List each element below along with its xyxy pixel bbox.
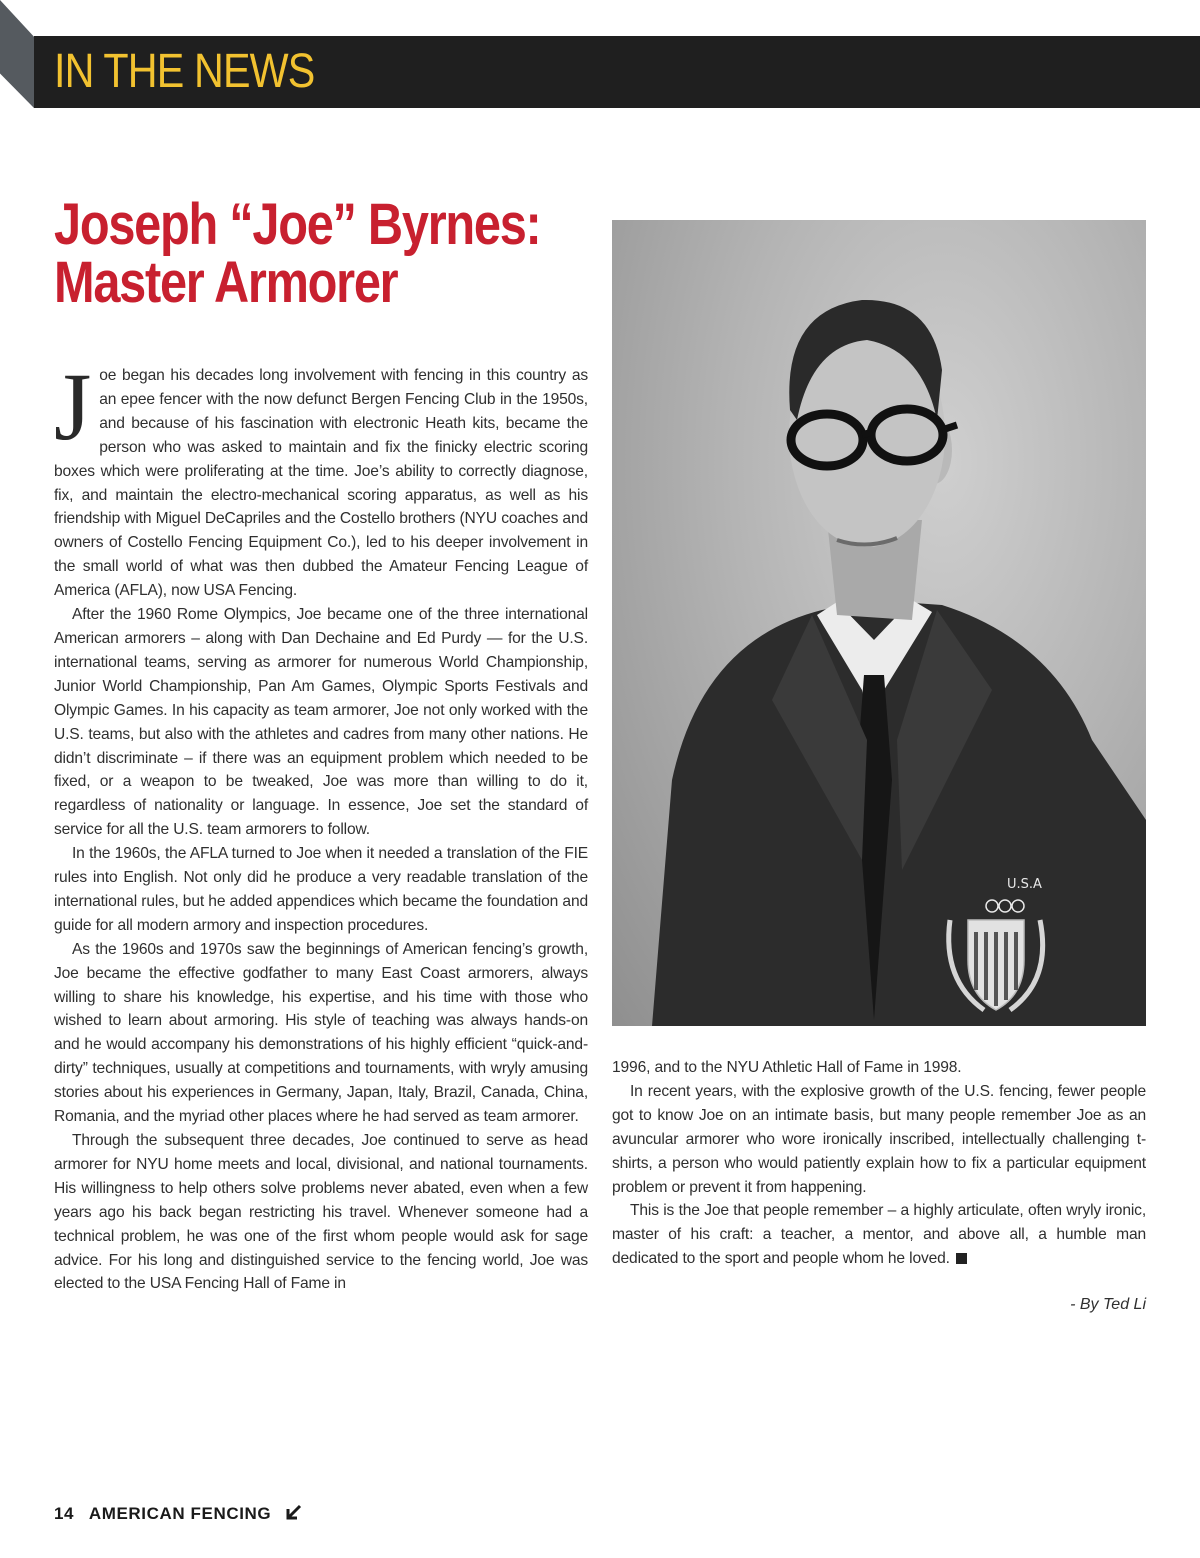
page-footer bbox=[54, 1503, 303, 1524]
badge-text: U.S.A bbox=[1007, 877, 1042, 892]
article-paragraph: After the 1960 Rome Olympics, Joe became one of the three international American armorers – along with Dan Dechaine and Ed Purdy — for the U.S. international teams, serving as armorer for numerous World Championship, Junior World Championship, Pan Am Games, Olympic Sports Festivals and Olympic Games. In his capacity as team armorer, Joe not only worked with the U.S. teams, but also with the athletes and cadres from many other nations. He didn’t discriminate – if there was an equipment problem which needed to be fixed, or a weapon to be tweaked, Joe was more than willing to do it, regardless of nationality or language. In essence, Joe set the standard of service for all the U.S. team armorers to follow. bbox=[54, 606, 588, 839]
section-header-bar bbox=[34, 36, 1200, 108]
article-paragraph: In the 1960s, the AFLA turned to Joe when it needed a translation of the FIE rules into English. Not only did he produce a very readable translation of the international rules, but he added appendices which became the foundation and guide for all modern armory and inspection procedures. bbox=[54, 845, 588, 934]
article-paragraph: Through the subsequent three decades, Joe continued to serve as head armorer for NYU home meets and local, divisional, and national tournaments. His willingness to help others solve problems never abated, even when a few years ago his back began restricting his travel. Whenever someone had a technical problem, he was one of the first whom people would ask for sage advice. For his long and distinguished service to the fencing world, Joe was elected to the USA Fencing Hall of Fame in bbox=[54, 1132, 588, 1293]
paragraph-text: This is the Joe that people remember – a highly articulate, often wryly ironic, master of his craft: a teacher, a mentor, and above all, a humble man dedicated to the sport and people whom he loved. bbox=[612, 1202, 1146, 1268]
portrait-photo bbox=[612, 220, 1146, 1026]
portrait-illustration bbox=[612, 220, 1146, 1026]
end-of-article-icon bbox=[956, 1253, 967, 1264]
article-headline bbox=[54, 192, 541, 315]
header-accent-tab bbox=[0, 0, 34, 108]
article-column-left bbox=[54, 353, 588, 1296]
arrow-down-left-icon bbox=[285, 1503, 303, 1521]
section-title: IN THE NEWS bbox=[54, 45, 315, 98]
headline-line-2: Master Armorer bbox=[54, 250, 398, 315]
article-paragraph: 1996, and to the NYU Athletic Hall of Fame in 1998. bbox=[612, 1059, 962, 1076]
article-paragraph: As the 1960s and 1970s saw the beginnings of American fencing’s growth, Joe became the effective godfather to many East Coast armorers, always willing to share his knowledge, his expertise, and his time with those who wished to learn about armoring. His style of teaching was always hands-on and he would accompany his demonstrations of his highly efficient “quick-and-dirty” techniques, usually at competitions and tournaments, with wryly amusing stories about his experiences in Germany, Japan, Italy, Brazil, Canada, China, Romania, and the myriad other places where he had served as team armorer. bbox=[54, 940, 588, 1126]
publication-name: AMERICAN FENCING bbox=[88, 1504, 272, 1523]
article-column-right bbox=[612, 1056, 1146, 1271]
article-paragraph: In recent years, with the explosive growth of the U.S. fencing, fewer people got to know Joe on an intimate basis, but many people remember Joe as an avuncular armorer who wore ironically inscribed, intellectually challenging t-shirts, a person who would patiently explain how to fix a particular equipment problem or prevent it from happening. bbox=[612, 1082, 1146, 1196]
drop-cap: J bbox=[54, 353, 92, 460]
article-paragraph bbox=[612, 1199, 1146, 1271]
paragraph-text: oe began his decades long involvement with fencing in this country as an epee fencer with the now defunct Bergen Fencing Club in the 1950s, and because of his fascination with electronic Heath kits, became the person who was asked to maintain and fix the finicky electric scoring boxes which were proliferating at the time. Joe’s ability to correctly diagnose, fix, and maintain the electro-mechanical scoring apparatus, as well as his friendship with Miguel DeCapriles and the Costello brothers (NYU coaches and owners of Costello Fencing Equipment Co.), led to his deeper involvement in the small world of what was then dubbed the Amateur Fencing League of America (AFLA), now USA Fencing. bbox=[54, 367, 588, 600]
article-byline: - By Ted Li bbox=[1070, 1296, 1146, 1313]
article-paragraph bbox=[54, 353, 588, 603]
headline-line-1: Joseph “Joe” Byrnes: bbox=[54, 192, 541, 257]
page-number: 14 bbox=[54, 1504, 75, 1523]
